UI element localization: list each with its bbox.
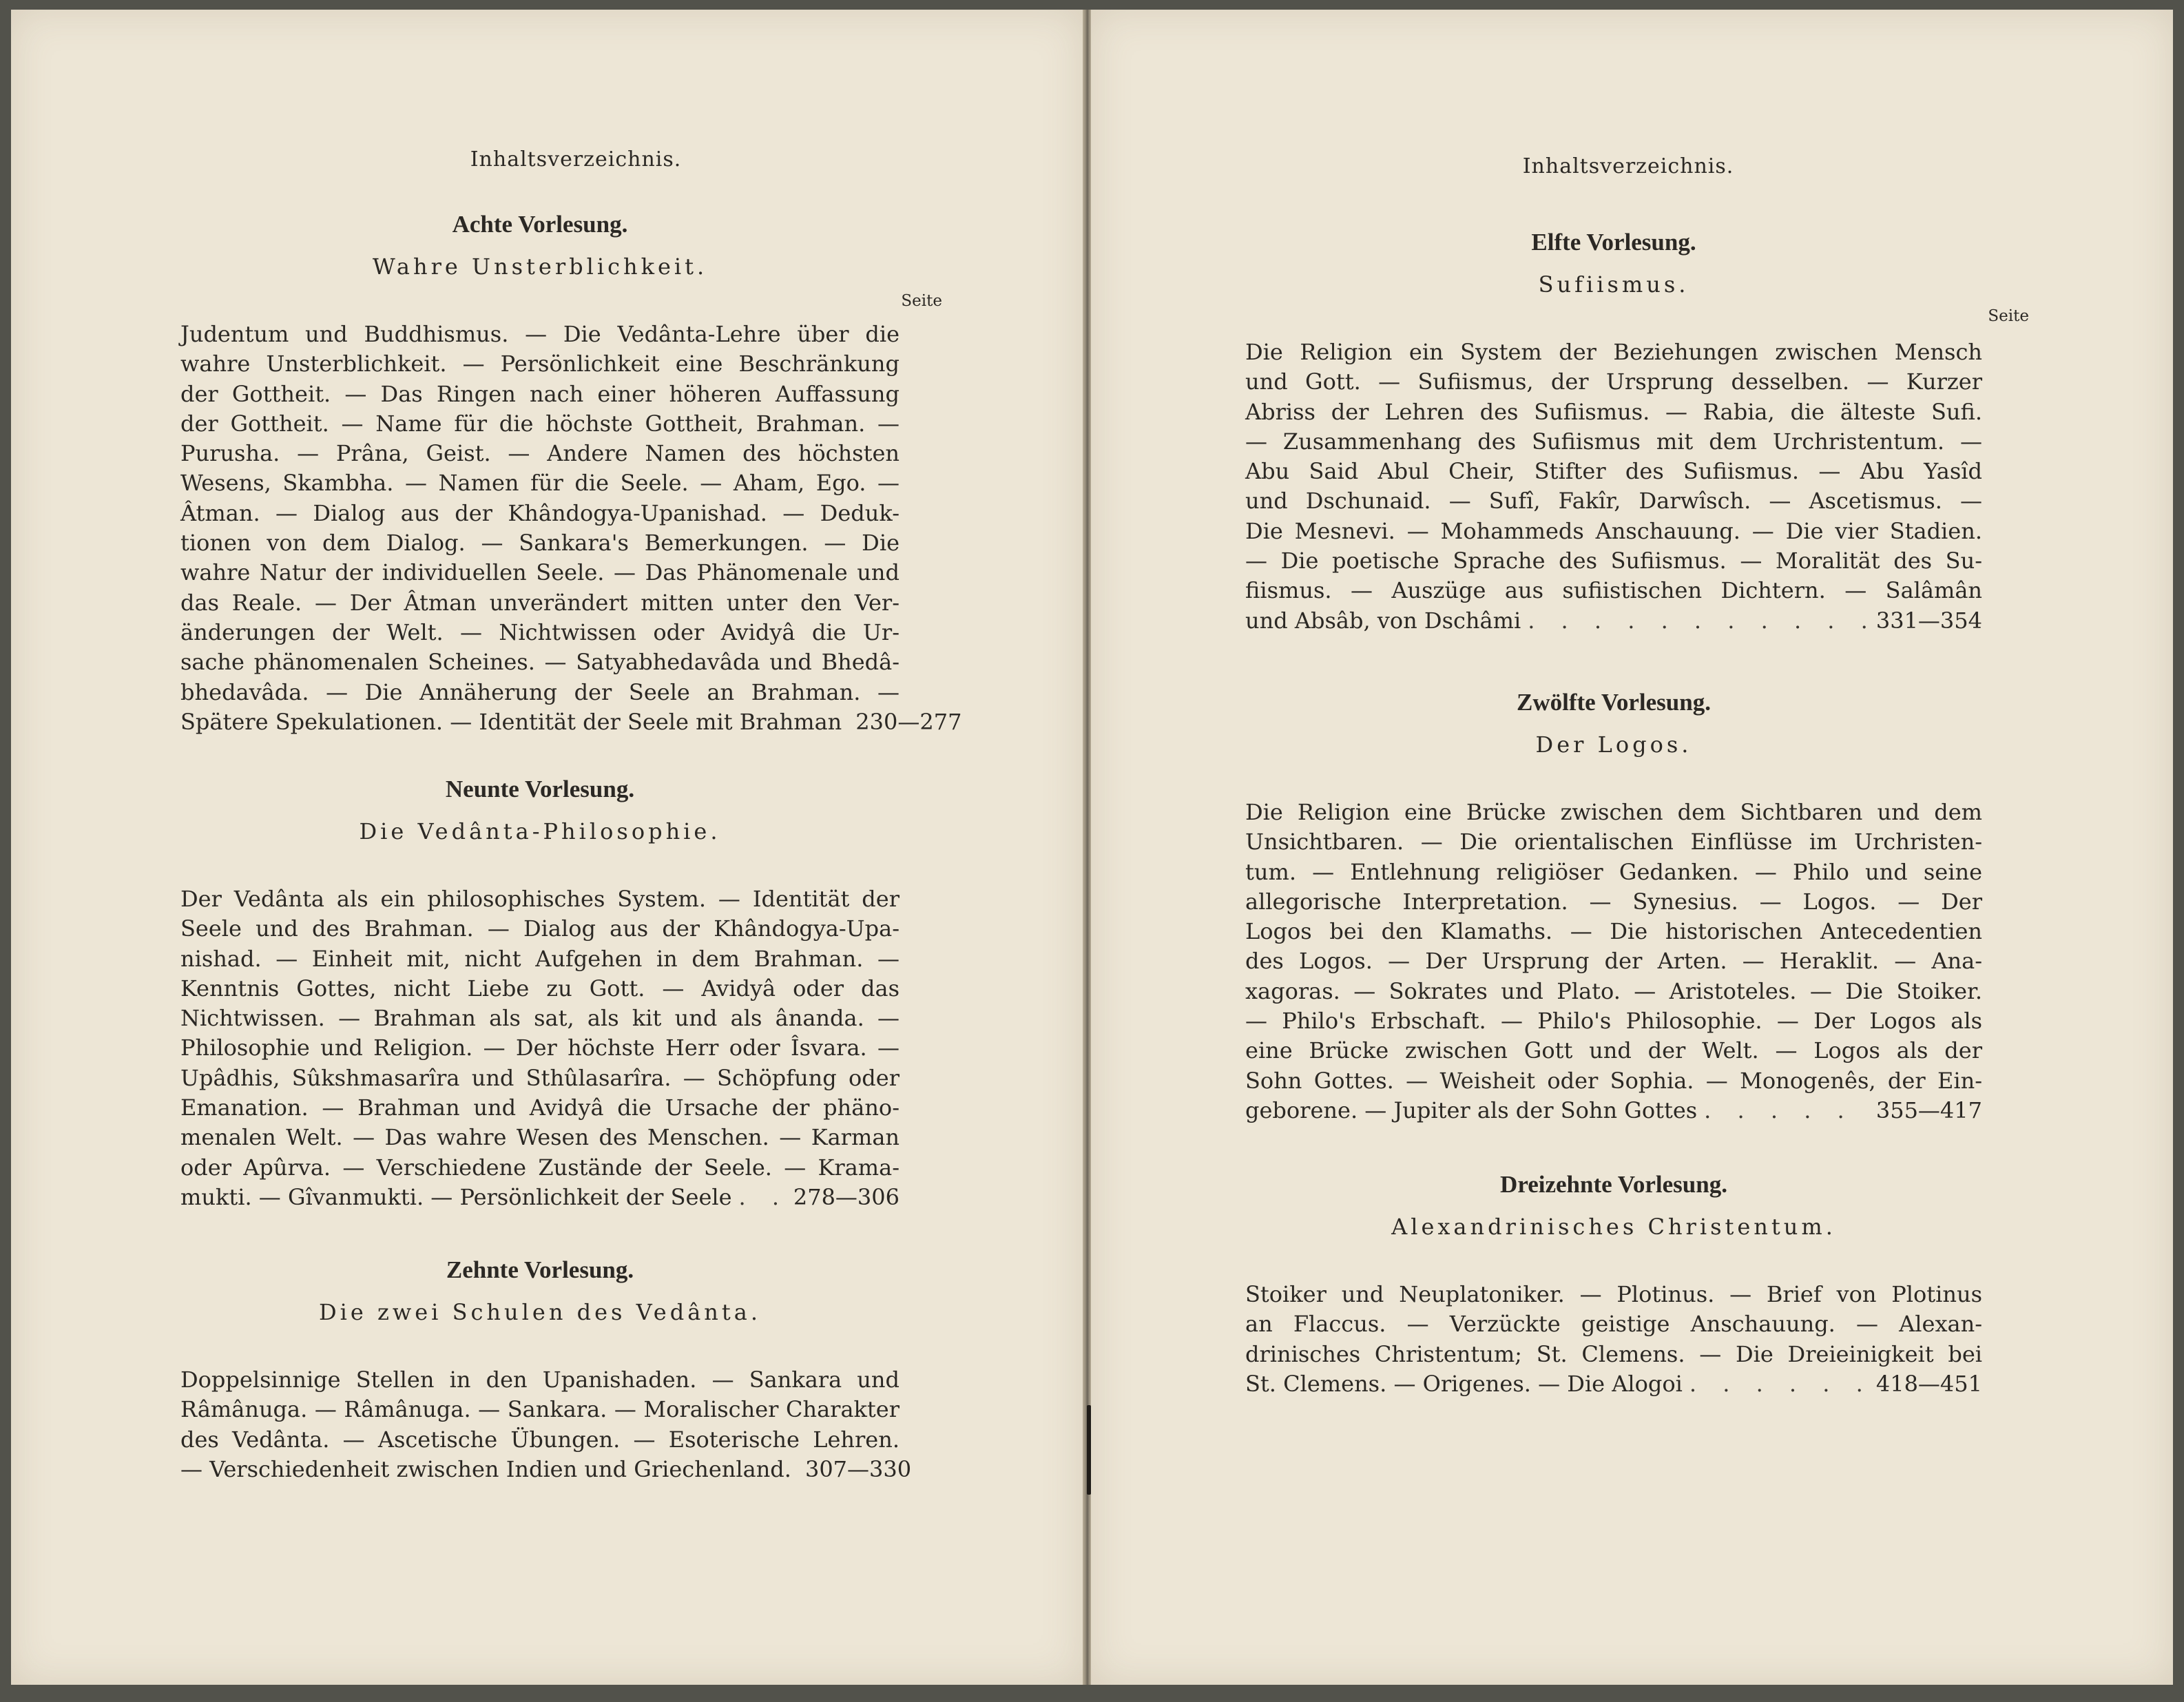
summary-line: — Philo's Erbschaft. — Philo's Philosophie. — Der Logos als: [1245, 1008, 1982, 1035]
summary-line: sache phänomenalen Scheines. — Satyabhedavâda und Bhedâ-: [180, 649, 899, 676]
summary-line: nishad. — Einheit mit, nicht Aufgehen in dem Brahman. —: [180, 945, 899, 972]
lecture-title: Dreizehnte Vorlesung.: [1500, 1171, 1727, 1198]
page-range: 278—306: [793, 1183, 899, 1210]
summary-line: der Gottheit. — Name für die höchste Gottheit, Brahman. —: [180, 410, 899, 437]
dot-leader: [1689, 1369, 1869, 1399]
summary-line: drinisches Christentum; St. Clemens. — Die Dreieinigkeit bei: [1245, 1340, 1982, 1367]
page-range: 230—277: [855, 708, 962, 735]
lecture-subtitle: Die zwei Schulen des Vedânta.: [318, 1299, 761, 1325]
summary-line: das Reale. — Der Âtman unverändert mitten unter den Ver-: [180, 589, 899, 616]
summary-line: menalen Welt. — Das wahre Wesen des Menschen. — Karman: [180, 1124, 899, 1151]
summary-line: xagoras. — Sokrates und Plato. — Aristoteles. — Die Stoiker.: [1245, 977, 1982, 1004]
page-reference-line: [1245, 606, 1982, 636]
summary-line: Wesens, Skambha. — Namen für die Seele. — Aham, Ego. —: [180, 470, 899, 497]
summary-line: Seele und des Brahman. — Dialog aus der Khândogya-Upa-: [180, 915, 899, 942]
summary-line: Die Religion ein System der Beziehungen zwischen Mensch: [1245, 339, 1982, 365]
summary-line: bhedavâda. — Die Annäherung der Seele an Brahman. —: [180, 678, 899, 705]
summary-line: Logos bei den Klamaths. — Die historischen Antecedentien: [1245, 918, 1982, 945]
summary-line: geborene. — Jupiter als der Sohn Gottes: [1245, 1097, 1698, 1123]
summary-line: tum. — Entlehnung religiöser Gedanken. — Philo und seine: [1245, 858, 1982, 885]
summary-line: tionen von dem Dialog. — Sankara's Bemerkungen. — Die: [180, 530, 899, 557]
lecture-subtitle: Die Vedânta-Philosophie.: [359, 818, 721, 844]
summary-line: wahre Natur der individuellen Seele. — Das Phänomenale und: [180, 559, 899, 586]
lecture-title: Neunte Vorlesung.: [445, 776, 635, 802]
summary-line: Judentum und Buddhismus. — Die Vedânta-Lehre über die: [180, 321, 899, 347]
summary-line: der Gottheit. — Das Ringen nach einer höheren Auffassung: [180, 380, 899, 407]
running-head: Inhaltsverzeichnis.: [1522, 154, 1734, 178]
dot-leader: [1528, 606, 1869, 636]
summary-line: Emanation. — Brahman und Avidyâ die Ursache der phäno-: [180, 1094, 899, 1121]
right-page: [1091, 10, 2173, 1685]
left-page: [11, 10, 1083, 1685]
summary-line: Der Vedânta als ein philosophisches System. — Identität der: [180, 886, 899, 912]
summary-line: eine Brücke zwischen Gott und der Welt. — Logos als der: [1245, 1037, 1982, 1064]
summary-line: und Gott. — Sufiismus, der Ursprung desselben. — Kurzer: [1245, 369, 1982, 395]
lecture-summary: [180, 1365, 912, 1484]
summary-line: an Flaccus. — Verzückte geistige Anschauung. — Alexan-: [1245, 1311, 1982, 1338]
summary-line: Râmânuga. — Râmânuga. — Sankara. — Moralischer Charakter: [180, 1396, 899, 1423]
summary-line: Abu Said Abul Cheir, Stifter des Sufiismus. — Abu Yasîd: [1245, 458, 1982, 485]
summary-line: fiismus. — Auszüge aus sufiistischen Dichtern. — Salâmân: [1245, 577, 1982, 604]
lecture-dreizehnte: [1245, 1171, 1982, 1399]
page-range: 331—354: [1875, 607, 1982, 634]
summary-line: änderungen der Welt. — Nichtwissen oder Avidyâ die Ur-: [180, 619, 899, 645]
summary-line: Unsichtbaren. — Die orientalischen Einflüsse im Urchristen-: [1245, 829, 1982, 855]
summary-line: mukti. — Gîvanmukti. — Persönlichkeit der Seele: [180, 1183, 732, 1210]
summary-line: wahre Unsterblichkeit. — Persönlichkeit eine Beschränkung: [180, 351, 899, 377]
summary-line: oder Apûrva. — Verschiedene Zustände der Seele. — Krama-: [180, 1154, 899, 1181]
lecture-achte: [180, 211, 962, 737]
page-reference-line: [180, 707, 962, 737]
page-reference-line: [180, 1455, 912, 1484]
summary-line: Die Mesnevi. — Mohammeds Anschauung. — Die vier Stadien.: [1245, 517, 1982, 544]
page-reference-line: [180, 1183, 899, 1212]
lecture-subtitle: Sufiismus.: [1538, 271, 1689, 298]
summary-line: Sohn Gottes. — Weisheit oder Sophia. — Monogenês, der Ein-: [1245, 1067, 1982, 1094]
lecture-subtitle: Der Logos.: [1535, 731, 1692, 758]
page-reference-line: [1245, 1369, 1982, 1399]
summary-line: — Zusammenhang des Sufiismus mit dem Urchristentum. —: [1245, 428, 1982, 455]
lecture-subtitle: Wahre Unsterblichkeit.: [372, 253, 708, 280]
page-reference-line: [1245, 1096, 1982, 1125]
seite-label: Seite: [1988, 307, 2029, 325]
lecture-summary: [1245, 338, 1982, 636]
summary-line: Âtman. — Dialog aus der Khândogya-Upanishad. — Deduk-: [180, 499, 899, 526]
summary-line: Doppelsinnige Stellen in den Upanishaden. — Sankara und: [180, 1367, 899, 1393]
summary-line: Die Religion eine Brücke zwischen dem Sichtbaren und dem: [1245, 799, 1982, 825]
lecture-neunte: [180, 776, 899, 1212]
lecture-elfte: [1245, 229, 2029, 636]
lecture-title: Elfte Vorlesung.: [1531, 229, 1696, 256]
page-range: 355—417: [1875, 1097, 1982, 1123]
dot-leader: [1704, 1096, 1869, 1125]
lecture-title: Achte Vorlesung.: [452, 211, 628, 238]
dot-leader: [739, 1183, 787, 1212]
page-range: 418—451: [1875, 1370, 1982, 1397]
summary-line: Philosophie und Religion. — Der höchste Herr oder Îsvara. —: [180, 1035, 899, 1061]
lecture-title: Zwölfte Vorlesung.: [1517, 689, 1711, 716]
summary-line: St. Clemens. — Origenes. — Die Alogoi: [1245, 1370, 1683, 1397]
lecture-zehnte: [180, 1256, 912, 1484]
summary-line: allegorische Interpretation. — Synesius. — Logos. — Der: [1245, 888, 1982, 915]
lecture-summary: [1245, 798, 1982, 1125]
seite-label: Seite: [901, 292, 942, 310]
lecture-title: Zehnte Vorlesung.: [446, 1256, 634, 1283]
summary-line: Upâdhis, Sûkshmasarîra und Sthûlasarîra. — Schöpfung oder: [180, 1064, 899, 1091]
lecture-summary: [180, 884, 899, 1212]
summary-line: des Vedânta. — Ascetische Übungen. — Esoterische Lehren.: [180, 1426, 899, 1453]
summary-line: Kenntnis Gottes, nicht Liebe zu Gott. — Avidyâ oder das: [180, 975, 899, 1002]
lecture-subtitle: Alexandrinisches Christentum.: [1391, 1214, 1836, 1240]
summary-line: Nichtwissen. — Brahman als sat, als kit und als ânanda. —: [180, 1005, 899, 1032]
lecture-summary: [180, 320, 962, 737]
summary-line: Spätere Spekulationen. — Identität der Seele mit Brahman: [180, 708, 842, 735]
summary-line: Stoiker und Neuplatoniker. — Plotinus. — Brief von Plotinus: [1245, 1281, 1982, 1307]
running-head: Inhaltsverzeichnis.: [470, 147, 682, 172]
lecture-zwoelfte: [1245, 689, 1982, 1125]
summary-line: Abriss der Lehren des Sufiismus. — Rabia, die älteste Sufi.: [1245, 398, 1982, 425]
lecture-summary: [1245, 1280, 1982, 1399]
page-range: 307—330: [804, 1455, 912, 1482]
summary-line: — Verschiedenheit zwischen Indien und Griechenland.: [180, 1455, 791, 1482]
summary-line: — Die poetische Sprache des Sufiismus. — Moralität des Su-: [1245, 548, 1982, 574]
summary-line: Purusha. — Prâna, Geist. — Andere Namen des höchsten: [180, 440, 899, 467]
summary-line: und Absâb, von Dschâmi: [1245, 607, 1521, 634]
summary-line: und Dschunaid. — Sufî, Fakîr, Darwîsch. — Ascetismus. —: [1245, 488, 1982, 515]
summary-line: des Logos. — Der Ursprung der Arten. — Heraklit. — Ana-: [1245, 948, 1982, 975]
